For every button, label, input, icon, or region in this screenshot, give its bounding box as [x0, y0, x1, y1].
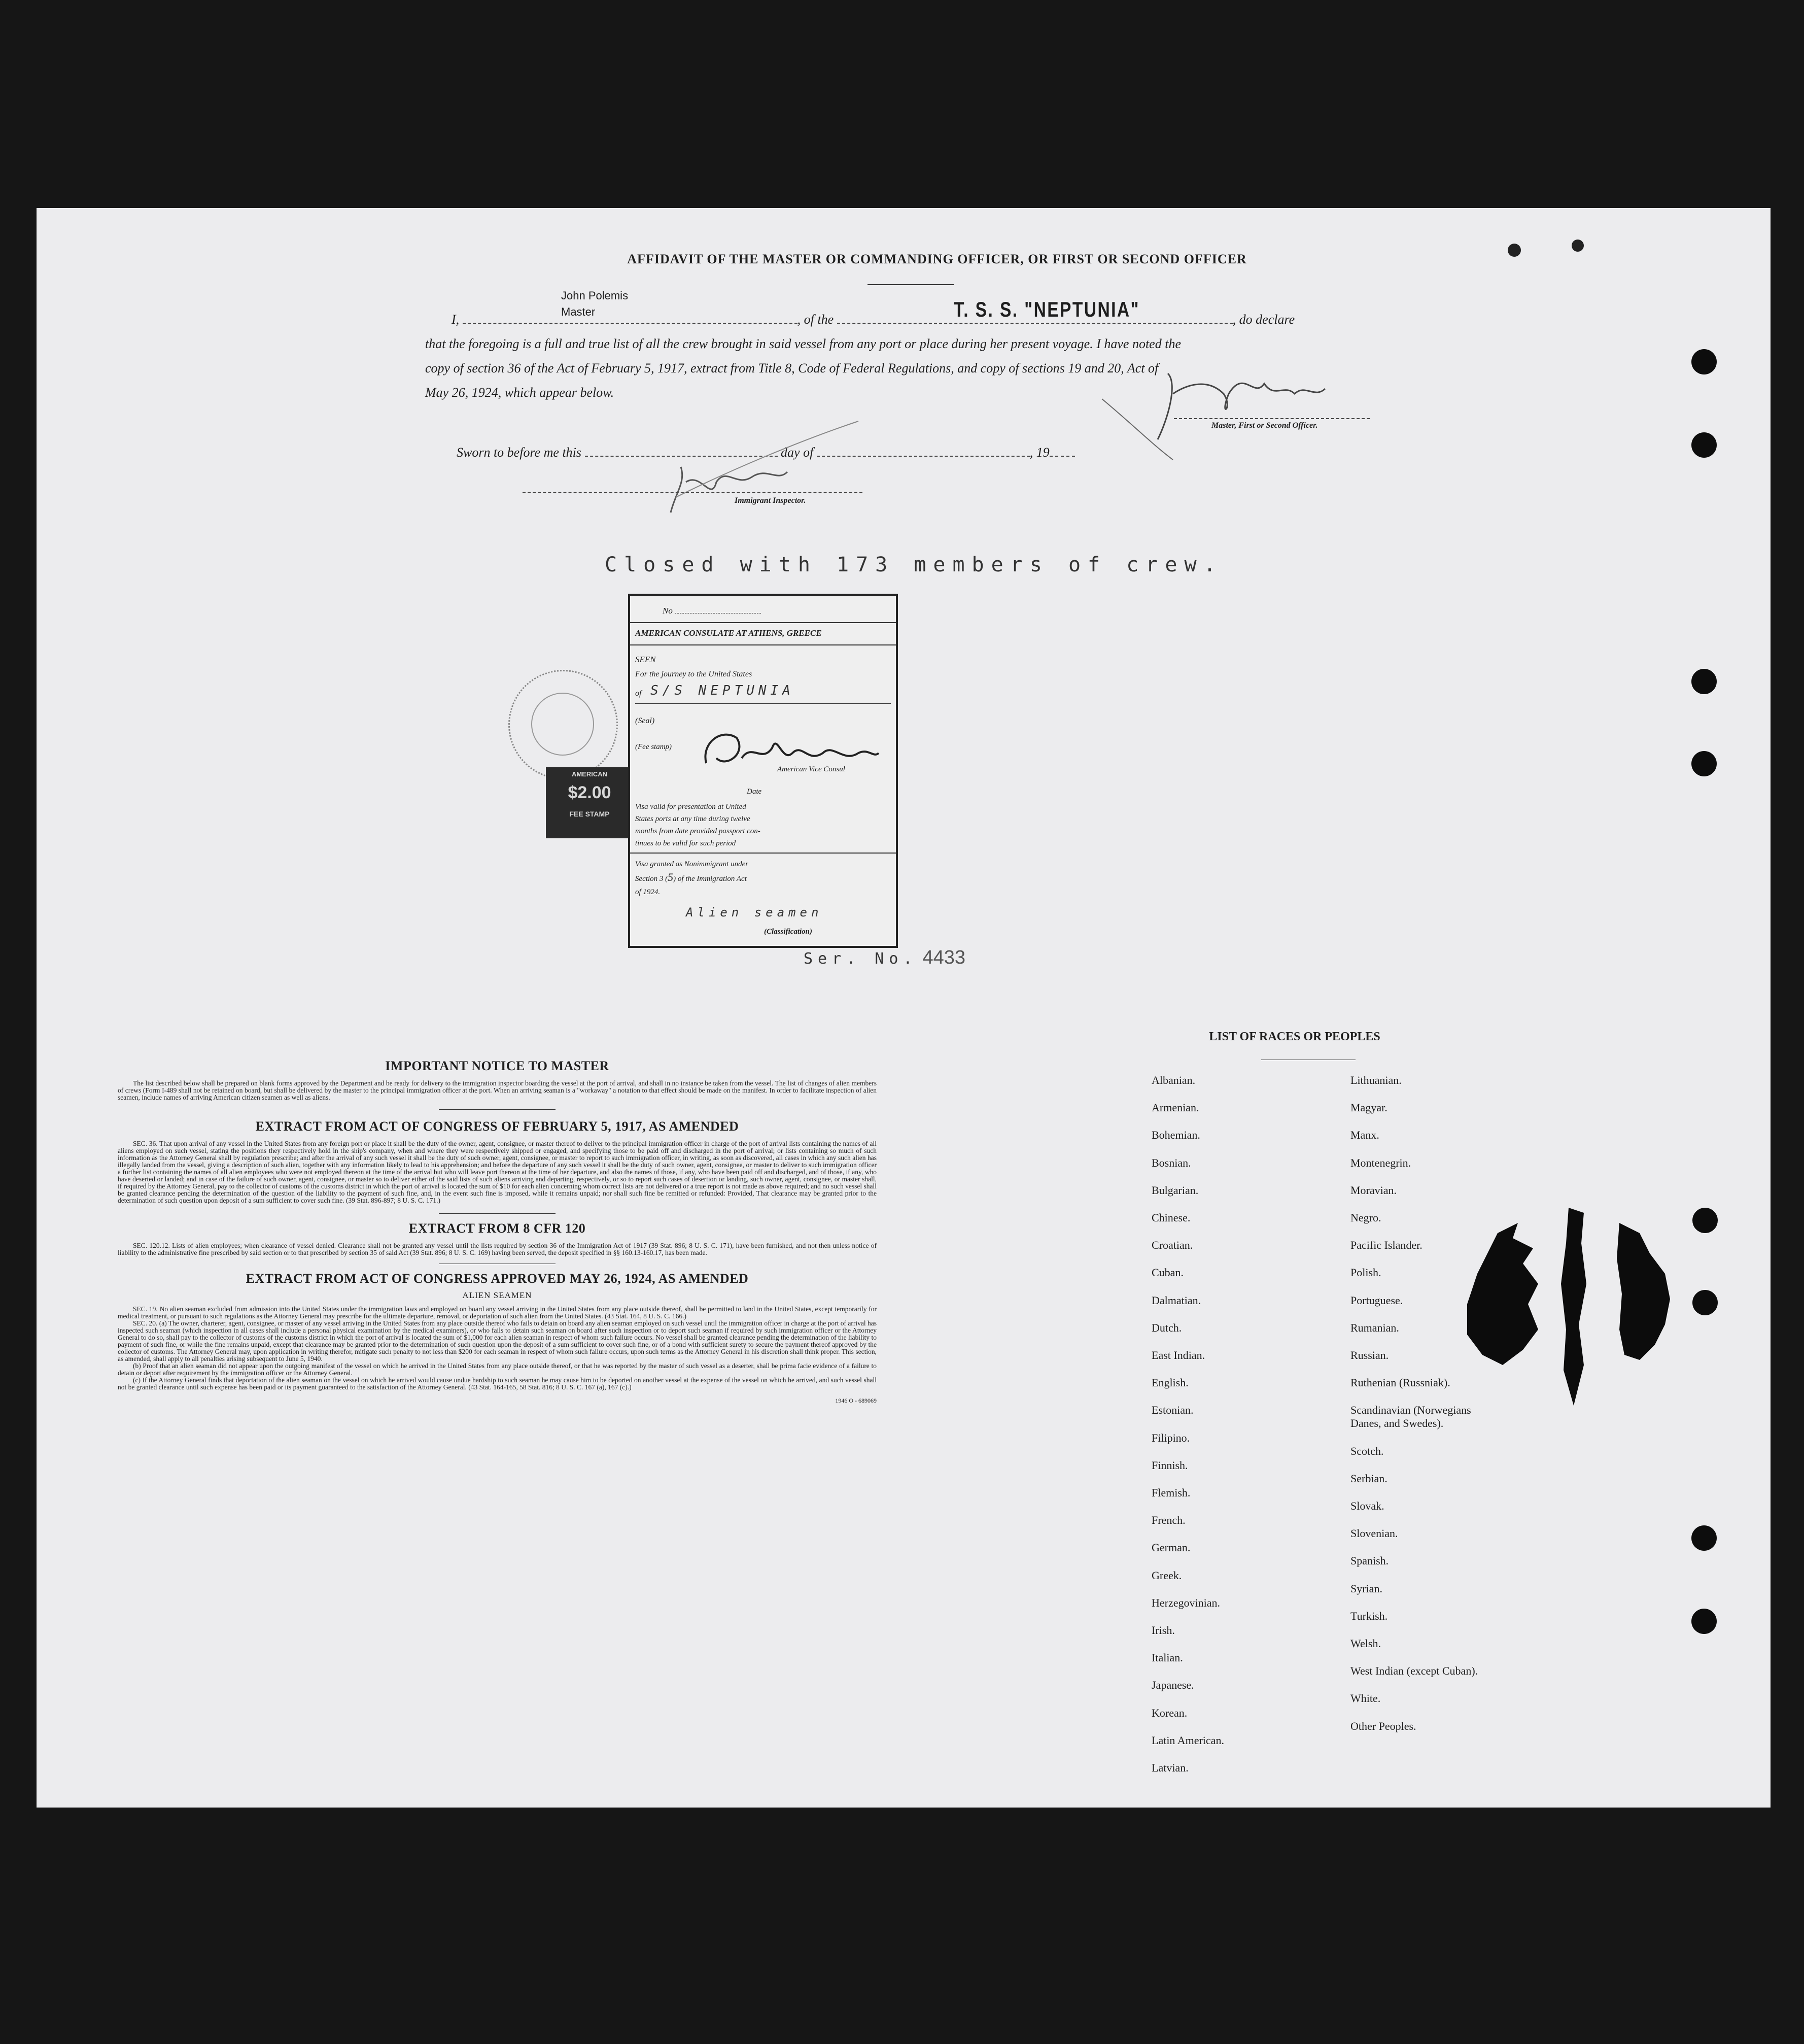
stamp-classification: (Classification)	[764, 928, 813, 936]
punch-hole	[1691, 349, 1717, 374]
race-item: Montenegrin.	[1350, 1156, 1411, 1169]
punch-hole	[1691, 1609, 1717, 1634]
race-item: Dutch.	[1152, 1321, 1182, 1334]
race-item: Moravian.	[1350, 1183, 1397, 1197]
act1924-heading: EXTRACT FROM ACT OF CONGRESS APPROVED MAY 26, 1924, AS AMENDED	[246, 1271, 749, 1286]
sworn-label: Sworn to before me this	[457, 445, 582, 460]
notice-heading: IMPORTANT NOTICE TO MASTER	[385, 1059, 609, 1073]
race-item: Italian.	[1152, 1651, 1183, 1664]
stamp-classification-hand: Alien seamen	[686, 905, 823, 919]
race-item: Chinese.	[1152, 1211, 1191, 1224]
stamp-rule	[630, 853, 896, 854]
day-of-label: day of	[781, 445, 814, 460]
sec19-body: SEC. 19. No alien seaman excluded from admission into the United States under the immigration laws and employed on board any vessel arriving in the United States from any place outside thereof, shall be permitted to land in the United States, except temporarily for medical treatment, or pursuant to such regulations as the Attorney General may prescribe for the ultimate departure, removal, or deportation of such alien from the United States. (43 Stat. 164, 8 U. S. C. 166.)	[118, 1305, 877, 1320]
declaration-line3: copy of section 36 of the Act of February 5, 1917, extract from Title 8, Code of Federal Regulations, and copy of sections 19 and 20, Act of	[425, 361, 1159, 376]
serial-number	[804, 947, 965, 969]
stamp-date: Date	[747, 788, 762, 796]
inspector-signature	[655, 411, 869, 523]
stamp-vessel-hand: S/S NEPTUNIA	[650, 683, 794, 698]
affidavit-title: AFFIDAVIT OF THE MASTER OR COMMANDING OFFICER, OR FIRST OR SECOND OFFICER	[627, 252, 1247, 266]
stamp-consulate: AMERICAN CONSULATE AT ATHENS, GREECE	[635, 628, 822, 638]
race-item: Negro.	[1350, 1211, 1381, 1224]
stamp-visa-granted: Visa granted as Nonimmigrant under Section 3 (5) of the Immigration Act of 1924.	[635, 860, 749, 896]
do-declare: , do declare	[1232, 312, 1295, 327]
race-item: Irish.	[1152, 1624, 1175, 1637]
inspector-label: Immigrant Inspector.	[735, 496, 806, 505]
race-item: Herzegovinian.	[1152, 1596, 1220, 1609]
i-label: I,	[452, 312, 460, 327]
race-item: German.	[1152, 1541, 1191, 1554]
race-item: East Indian.	[1152, 1349, 1205, 1361]
race-item: Cuban.	[1152, 1266, 1184, 1279]
race-item: Bohemian.	[1152, 1129, 1200, 1142]
serial-value: 4433	[922, 947, 966, 968]
race-item: Turkish.	[1350, 1609, 1388, 1622]
handwritten-closing-note: Closed with 173 members of crew.	[605, 553, 1223, 576]
race-item: Spanish.	[1350, 1554, 1389, 1568]
notice-rule	[439, 1109, 556, 1110]
typed-name: John Polemis	[561, 289, 629, 302]
race-item: Magyar.	[1350, 1101, 1387, 1114]
act1917-rule	[439, 1213, 556, 1214]
race-item: Other Peoples.	[1350, 1719, 1416, 1732]
race-item: Bulgarian.	[1152, 1183, 1199, 1197]
race-item: Filipino.	[1152, 1431, 1190, 1444]
stamp-rule	[635, 703, 891, 704]
race-item: Finnish.	[1152, 1458, 1188, 1472]
act1917-body: SEC. 36. That upon arrival of any vessel in the United States from any foreign port or place it shall be the duty of the owner, agent, consignee, or master thereof to deliver to the principal immigration officer in charge of the port of arrival lists containing the names of all aliens employed on such vessel, stating the positions they respectively hold in the ship's company, when and where they were respectively shipped or engaged, and specifying those to be paid off and discharged in the port of arrival; or lists containing so much of such information as the Attorney General shall by regulation prescribe; and after the arrival of any such vessel it shall be the duty of such owner, agent, consignee, or master to report to such immigration officer, in writing, as soon as discovered, all cases in which any such alien has illegally landed from the vessel, giving a description of such alien, together with any information likely to lead to his apprehension; and before the departure of any such vessel it shall be the duty of such owner, agent, consignee, or master to deliver to such immigration officer a further list containing the names of all alien employees who were not employed thereon at the time of the arrival but who will leave port thereon at the time of her departure, and also the names of those, if any, who have been paid off and discharged, and of those, if any, who have deserted or landed; and in case of the failure of such owner, agent, consignee, or master so to deliver either of the said lists of such aliens arriving and departing, respectively, or so to report such cases of desertion or landing, such owner, agent, consignee, or master shall, if required by the Attorney General, pay to the collector of customs of the customs district in which the port of arrival is located the sum of $10 for each alien concerning whom correct lists are not delivered or a true report is not made as above required; and no such vessel shall be granted clearance pending the determination of the question of the liability to the payment of such fine, and, in the event such fine is imposed, while it remains unpaid; nor shall such fine be remitted or refunded: Provided, That clearance may be granted prior to the determination of such question upon deposit of a sum sufficient to cover such fine. (39 Stat. 896-897; 8 U. S. C. 171.)	[118, 1140, 877, 1204]
race-item: Polish.	[1350, 1266, 1381, 1279]
race-item: Croatian.	[1152, 1239, 1193, 1252]
race-item: Korean.	[1152, 1706, 1188, 1719]
stamp-journey: For the journey to the United States	[635, 670, 752, 678]
race-item: Rumanian.	[1350, 1321, 1399, 1334]
stamp-seal: (Seal)	[635, 717, 655, 725]
race-item: Welsh.	[1350, 1637, 1381, 1650]
cfr-heading: EXTRACT FROM 8 CFR 120	[408, 1221, 586, 1236]
race-item: Bosnian.	[1152, 1156, 1191, 1169]
stamp-section-no: 5	[668, 871, 674, 883]
vessel-field	[837, 323, 1233, 324]
notice-body: The list described below shall be prepared on blank forms approved by the Department and be ready for delivery to the immigration inspector boarding the vessel at the port of arrival, and shall in no instance be taken from the vessel. The list of changes of alien members of crews (Form I-489 shall not be retained on board, but shall be delivered by the master to the principal immigration officer at the port. When an arriving seaman is a "workaway" a notation to that effect should be made on the manifest. In order to facilitate inspection of alien seamen, include names of arriving American citizen seamen as well as aliens.	[118, 1079, 877, 1101]
declaration-line4: May 26, 1924, which appear below.	[425, 385, 614, 400]
of-the: , of the	[797, 312, 834, 327]
race-item: Greek.	[1152, 1569, 1182, 1582]
notice-section	[118, 1059, 877, 1405]
declaration-line2: that the foregoing is a full and true list of all the crew brought in said vessel from any port or place during her present voyage. I have noted the	[425, 336, 1181, 351]
stamp-vice-consul: American Vice Consul	[777, 765, 845, 773]
act1917-heading: EXTRACT FROM ACT OF CONGRESS OF FEBRUARY 5, 1917, AS AMENDED	[255, 1119, 739, 1134]
typed-rank: Master	[561, 305, 596, 318]
race-item: French.	[1152, 1514, 1186, 1527]
year-prefix: , 19	[1029, 445, 1050, 460]
fee-stamp-bottom: FEE STAMP	[569, 810, 610, 818]
punch-hole	[1691, 432, 1717, 458]
speck	[1508, 244, 1521, 257]
race-item: Latin American.	[1152, 1733, 1224, 1747]
race-item: Danes, and Swedes).	[1350, 1417, 1444, 1430]
fee-stamp-value: $2.00	[568, 783, 611, 802]
declaration-line1	[452, 308, 1415, 332]
fee-stamp-top: AMERICAN	[571, 770, 608, 778]
inspector-line	[523, 492, 862, 493]
consular-seal-inner	[531, 693, 594, 756]
stamp-fee: (Fee stamp)	[635, 743, 672, 751]
race-item: Slovak.	[1350, 1500, 1384, 1512]
act1924-sub: ALIEN SEAMEN	[462, 1290, 532, 1300]
stamp-of: of	[635, 689, 642, 698]
race-item: Albanian.	[1152, 1074, 1196, 1086]
races-heading: LIST OF RACES OR PEOPLES	[1209, 1030, 1380, 1043]
vessel-name: T. S. S. "NEPTUNIA"	[954, 297, 1140, 321]
race-item: Ruthenian (Russniak).	[1350, 1376, 1450, 1389]
race-item: West Indian (except Cuban).	[1350, 1664, 1478, 1678]
serial-hand: Ser. No.	[804, 950, 918, 968]
race-item: Estonian.	[1152, 1404, 1194, 1417]
race-item: Serbian.	[1350, 1472, 1387, 1485]
master-sign-line	[1174, 418, 1370, 419]
punch-hole	[1691, 751, 1717, 776]
race-item: Dalmatian.	[1152, 1293, 1201, 1307]
stamp-valid-text: Visa valid for presentation at United States ports at any time during twelve months from date provided passport con- tinues to be valid for such period	[635, 803, 760, 847]
print-code: 1946 O - 689069	[835, 1397, 877, 1404]
race-item: Latvian.	[1152, 1761, 1189, 1774]
wax-seal-mark	[1437, 1203, 1701, 1416]
punch-hole	[1691, 1525, 1717, 1551]
race-item: Syrian.	[1350, 1582, 1382, 1595]
cfr-body: SEC. 120.12. Lists of alien employees; when clearance of vessel denied. Clearance shall not be granted any vessel until the lists required by section 36 of the Immigration Act of 1917 (39 Stat. 896; 8 U. S. C. 171), have been furnished, and not then unless notice of liability to the administrative fine prescribed by said section or to that prescribed by section 35 of said Act (39 Stat. 896; 8 U. S. C. 169) having been served, the deposit specified in §§ 160.13-160.17, has been made.	[118, 1242, 877, 1256]
stamp-no: No	[663, 606, 761, 616]
race-item: Scotch.	[1350, 1444, 1384, 1457]
race-item: Lithuanian.	[1350, 1074, 1402, 1086]
race-item: Manx.	[1350, 1129, 1379, 1142]
year-field	[1050, 456, 1075, 457]
race-item: Flemish.	[1152, 1486, 1191, 1499]
punch-hole	[1691, 669, 1717, 694]
race-item: Scandinavian (Norwegians	[1350, 1404, 1471, 1417]
master-sig-label: Master, First or Second Officer.	[1211, 421, 1318, 430]
sec20c-body: (c) If the Attorney General finds that deportation of the alien seaman on the vessel on which he arrived would cause undue hardship to such seaman he may cause him to be deported on another vessel at the expense of the vessel on which he arrived, and such vessel shall not be granted clearance until such expense has been paid or its payment guaranteed to the satisfaction of the Attorney General. (43 Stat. 164-165, 58 Stat. 816; 8 U. S. C. 167 (a), 167 (c).)	[118, 1376, 877, 1391]
speck	[1572, 240, 1584, 252]
consulate-visa-stamp	[628, 594, 898, 948]
title-rule	[868, 284, 954, 285]
master-name-field	[463, 323, 797, 324]
stamp-rule	[630, 622, 896, 623]
sec20a-body: SEC. 20. (a) The owner, charterer, agent, consignee, or master of any vessel arriving in the United States from any place outside thereof who fails to detain on board any alien seaman employed on such vessel until the immigration officer in charge at the port of arrival has inspected such seaman (which inspection in all cases shall include a personal physical examination by the medical examiners), or who fails to detain such seaman on board after such inspection or to deport such seaman if required by such immigration officer or the Attorney General to do so, shall pay to the collector of customs of the customs district in which the port of arrival is located the sum of $1,000 for each alien seaman in respect of whom such failure occurs. No vessel shall be granted clearance pending the determination of the liability to payment of such fine, or while the fine remains unpaid, except that clearance may be granted prior to the determination of such question upon the deposit of a sum sufficient to cover such fine, or of a bond with sufficient surety to secure the payment thereof approved by the collector of customs. The Attorney General may, upon application in writing therefor, mitigate such penalty to not less than $200 for each seaman in respect of whom such failure occurs, upon such terms as the Attorney General in his discretion shall think proper. This section, as amended, shall apply to all penalties arising subsequent to June 5, 1940.	[118, 1319, 877, 1362]
stamp-rule	[630, 644, 896, 645]
form-sheet	[37, 208, 1771, 1808]
race-item: Armenian.	[1152, 1101, 1199, 1114]
race-item: Portuguese.	[1350, 1293, 1403, 1307]
stamp-seen: SEEN	[635, 655, 656, 664]
fee-stamp	[546, 767, 633, 838]
race-item: English.	[1152, 1376, 1189, 1389]
race-item: Slovenian.	[1350, 1527, 1398, 1540]
race-item: Pacific Islander.	[1350, 1239, 1423, 1252]
sec20b-body: (b) Proof that an alien seaman did not appear upon the outgoing manifest of the vessel on which he arrived in the United States from any place outside thereof, or that he was reported by the master of such vessel as a deserter, shall be prima facie evidence of a failure to detain or deport after requirement by the immigration officer or the Attorney General.	[118, 1362, 877, 1377]
race-item: Russian.	[1350, 1349, 1389, 1361]
race-item: Japanese.	[1152, 1679, 1194, 1692]
race-item: White.	[1350, 1692, 1381, 1705]
